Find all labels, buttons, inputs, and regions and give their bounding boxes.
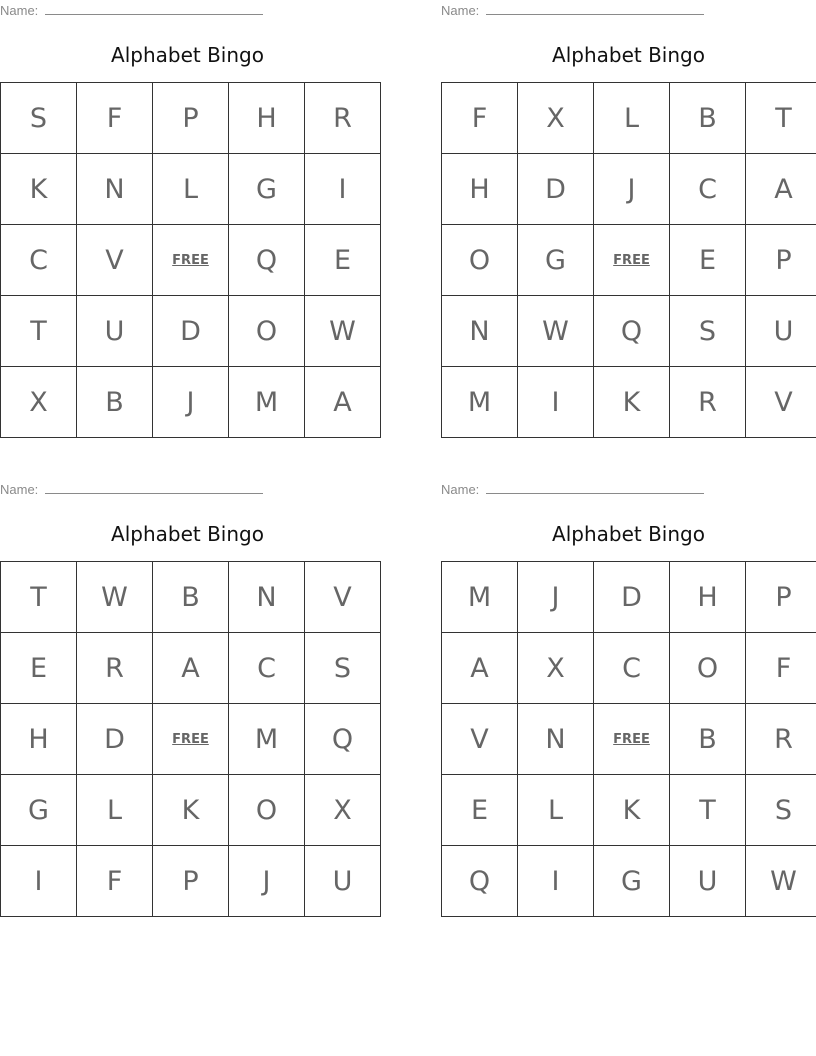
bingo-cell: X (518, 83, 594, 154)
card-title: Alphabet Bingo (552, 43, 705, 67)
bingo-cell: J (153, 367, 229, 438)
bingo-row (442, 296, 816, 367)
bingo-row (1, 296, 381, 367)
bingo-cell: D (518, 154, 594, 225)
bingo-cell: S (1, 83, 77, 154)
bingo-cell: F (746, 633, 816, 704)
bingo-row (442, 846, 816, 917)
bingo-cell: N (229, 562, 305, 633)
bingo-cell: W (746, 846, 816, 917)
free-space: FREE (594, 225, 670, 296)
bingo-row (442, 225, 816, 296)
bingo-cell: C (1, 225, 77, 296)
bingo-cell: E (305, 225, 381, 296)
bingo-cell: G (594, 846, 670, 917)
bingo-cell: I (1, 846, 77, 917)
bingo-cell: J (518, 562, 594, 633)
bingo-cell: G (518, 225, 594, 296)
bingo-cell: B (670, 704, 746, 775)
bingo-cell: Q (442, 846, 518, 917)
bingo-cell: N (77, 154, 153, 225)
bingo-card (0, 479, 375, 919)
card-title: Alphabet Bingo (111, 522, 264, 546)
name-write-line (45, 14, 263, 15)
bingo-row (442, 154, 816, 225)
bingo-cell: D (77, 704, 153, 775)
bingo-cell: I (305, 154, 381, 225)
bingo-cell: R (305, 83, 381, 154)
bingo-grid (441, 561, 816, 917)
bingo-cell: J (594, 154, 670, 225)
free-space: FREE (153, 225, 229, 296)
bingo-cell: T (670, 775, 746, 846)
bingo-cell: R (77, 633, 153, 704)
bingo-cell: P (153, 846, 229, 917)
bingo-cell: T (746, 83, 816, 154)
bingo-cell: H (1, 704, 77, 775)
card-title: Alphabet Bingo (552, 522, 705, 546)
bingo-cell: P (153, 83, 229, 154)
bingo-row (1, 562, 381, 633)
bingo-cell: Q (305, 704, 381, 775)
bingo-cell: N (442, 296, 518, 367)
bingo-cell: D (153, 296, 229, 367)
name-label: Name: (0, 482, 39, 497)
bingo-cell: H (442, 154, 518, 225)
bingo-cell: X (305, 775, 381, 846)
bingo-cell: T (1, 296, 77, 367)
bingo-cell: A (746, 154, 816, 225)
bingo-cell: G (1, 775, 77, 846)
bingo-cell: E (1, 633, 77, 704)
bingo-cell: M (442, 367, 518, 438)
bingo-cell: A (305, 367, 381, 438)
bingo-cell: M (229, 367, 305, 438)
bingo-cell: N (518, 704, 594, 775)
bingo-cell: I (518, 846, 594, 917)
bingo-grid (0, 82, 381, 438)
bingo-cell: I (518, 367, 594, 438)
bingo-cell: D (594, 562, 670, 633)
bingo-cell: S (305, 633, 381, 704)
bingo-cell: H (229, 83, 305, 154)
bingo-cell: O (442, 225, 518, 296)
bingo-row (442, 704, 816, 775)
bingo-cell: C (229, 633, 305, 704)
bingo-cell: T (1, 562, 77, 633)
bingo-cell: O (670, 633, 746, 704)
bingo-cell: K (594, 775, 670, 846)
bingo-cell: O (229, 296, 305, 367)
bingo-cell: Q (229, 225, 305, 296)
bingo-cell: A (153, 633, 229, 704)
name-label: Name: (441, 482, 480, 497)
bingo-cell: M (229, 704, 305, 775)
bingo-card (441, 479, 816, 919)
bingo-row (442, 83, 816, 154)
name-label: Name: (0, 3, 39, 18)
bingo-grid (441, 82, 816, 438)
bingo-cell: G (229, 154, 305, 225)
bingo-row (1, 704, 381, 775)
bingo-cell: U (305, 846, 381, 917)
bingo-row (1, 633, 381, 704)
bingo-cell: R (746, 704, 816, 775)
bingo-row (442, 367, 816, 438)
bingo-cell: C (670, 154, 746, 225)
bingo-cell: K (153, 775, 229, 846)
bingo-cell: P (746, 562, 816, 633)
bingo-cell: M (442, 562, 518, 633)
bingo-cell: V (305, 562, 381, 633)
bingo-cell: A (442, 633, 518, 704)
bingo-cell: R (670, 367, 746, 438)
bingo-cell: U (746, 296, 816, 367)
bingo-row (442, 562, 816, 633)
bingo-row (1, 367, 381, 438)
bingo-cell: B (77, 367, 153, 438)
bingo-cell: S (746, 775, 816, 846)
bingo-row (1, 225, 381, 296)
bingo-cell: B (670, 83, 746, 154)
bingo-cell: W (305, 296, 381, 367)
bingo-cell: E (670, 225, 746, 296)
bingo-row (1, 846, 381, 917)
bingo-row (1, 154, 381, 225)
name-write-line (486, 493, 704, 494)
name-write-line (486, 14, 704, 15)
bingo-cell: J (229, 846, 305, 917)
card-title: Alphabet Bingo (111, 43, 264, 67)
free-space: FREE (594, 704, 670, 775)
bingo-cell: L (594, 83, 670, 154)
bingo-cell: B (153, 562, 229, 633)
bingo-cell: V (77, 225, 153, 296)
bingo-grid (0, 561, 381, 917)
bingo-cell: U (77, 296, 153, 367)
bingo-cell: F (77, 846, 153, 917)
bingo-row (442, 633, 816, 704)
bingo-cell: W (77, 562, 153, 633)
bingo-row (442, 775, 816, 846)
bingo-cell: V (746, 367, 816, 438)
bingo-cell: H (670, 562, 746, 633)
bingo-cell: F (442, 83, 518, 154)
bingo-cell: U (670, 846, 746, 917)
bingo-cell: L (153, 154, 229, 225)
bingo-cell: E (442, 775, 518, 846)
bingo-cell: V (442, 704, 518, 775)
bingo-cell: P (746, 225, 816, 296)
bingo-cell: C (594, 633, 670, 704)
bingo-cell: Q (594, 296, 670, 367)
bingo-cell: K (1, 154, 77, 225)
free-space: FREE (153, 704, 229, 775)
bingo-card (441, 0, 816, 440)
bingo-cell: W (518, 296, 594, 367)
bingo-cell: S (670, 296, 746, 367)
bingo-cell: F (77, 83, 153, 154)
bingo-card (0, 0, 375, 440)
bingo-cell: X (1, 367, 77, 438)
bingo-cell: O (229, 775, 305, 846)
bingo-cell: X (518, 633, 594, 704)
name-write-line (45, 493, 263, 494)
name-label: Name: (441, 3, 480, 18)
bingo-row (1, 775, 381, 846)
bingo-cell: L (518, 775, 594, 846)
bingo-row (1, 83, 381, 154)
bingo-cell: K (594, 367, 670, 438)
bingo-cell: L (77, 775, 153, 846)
